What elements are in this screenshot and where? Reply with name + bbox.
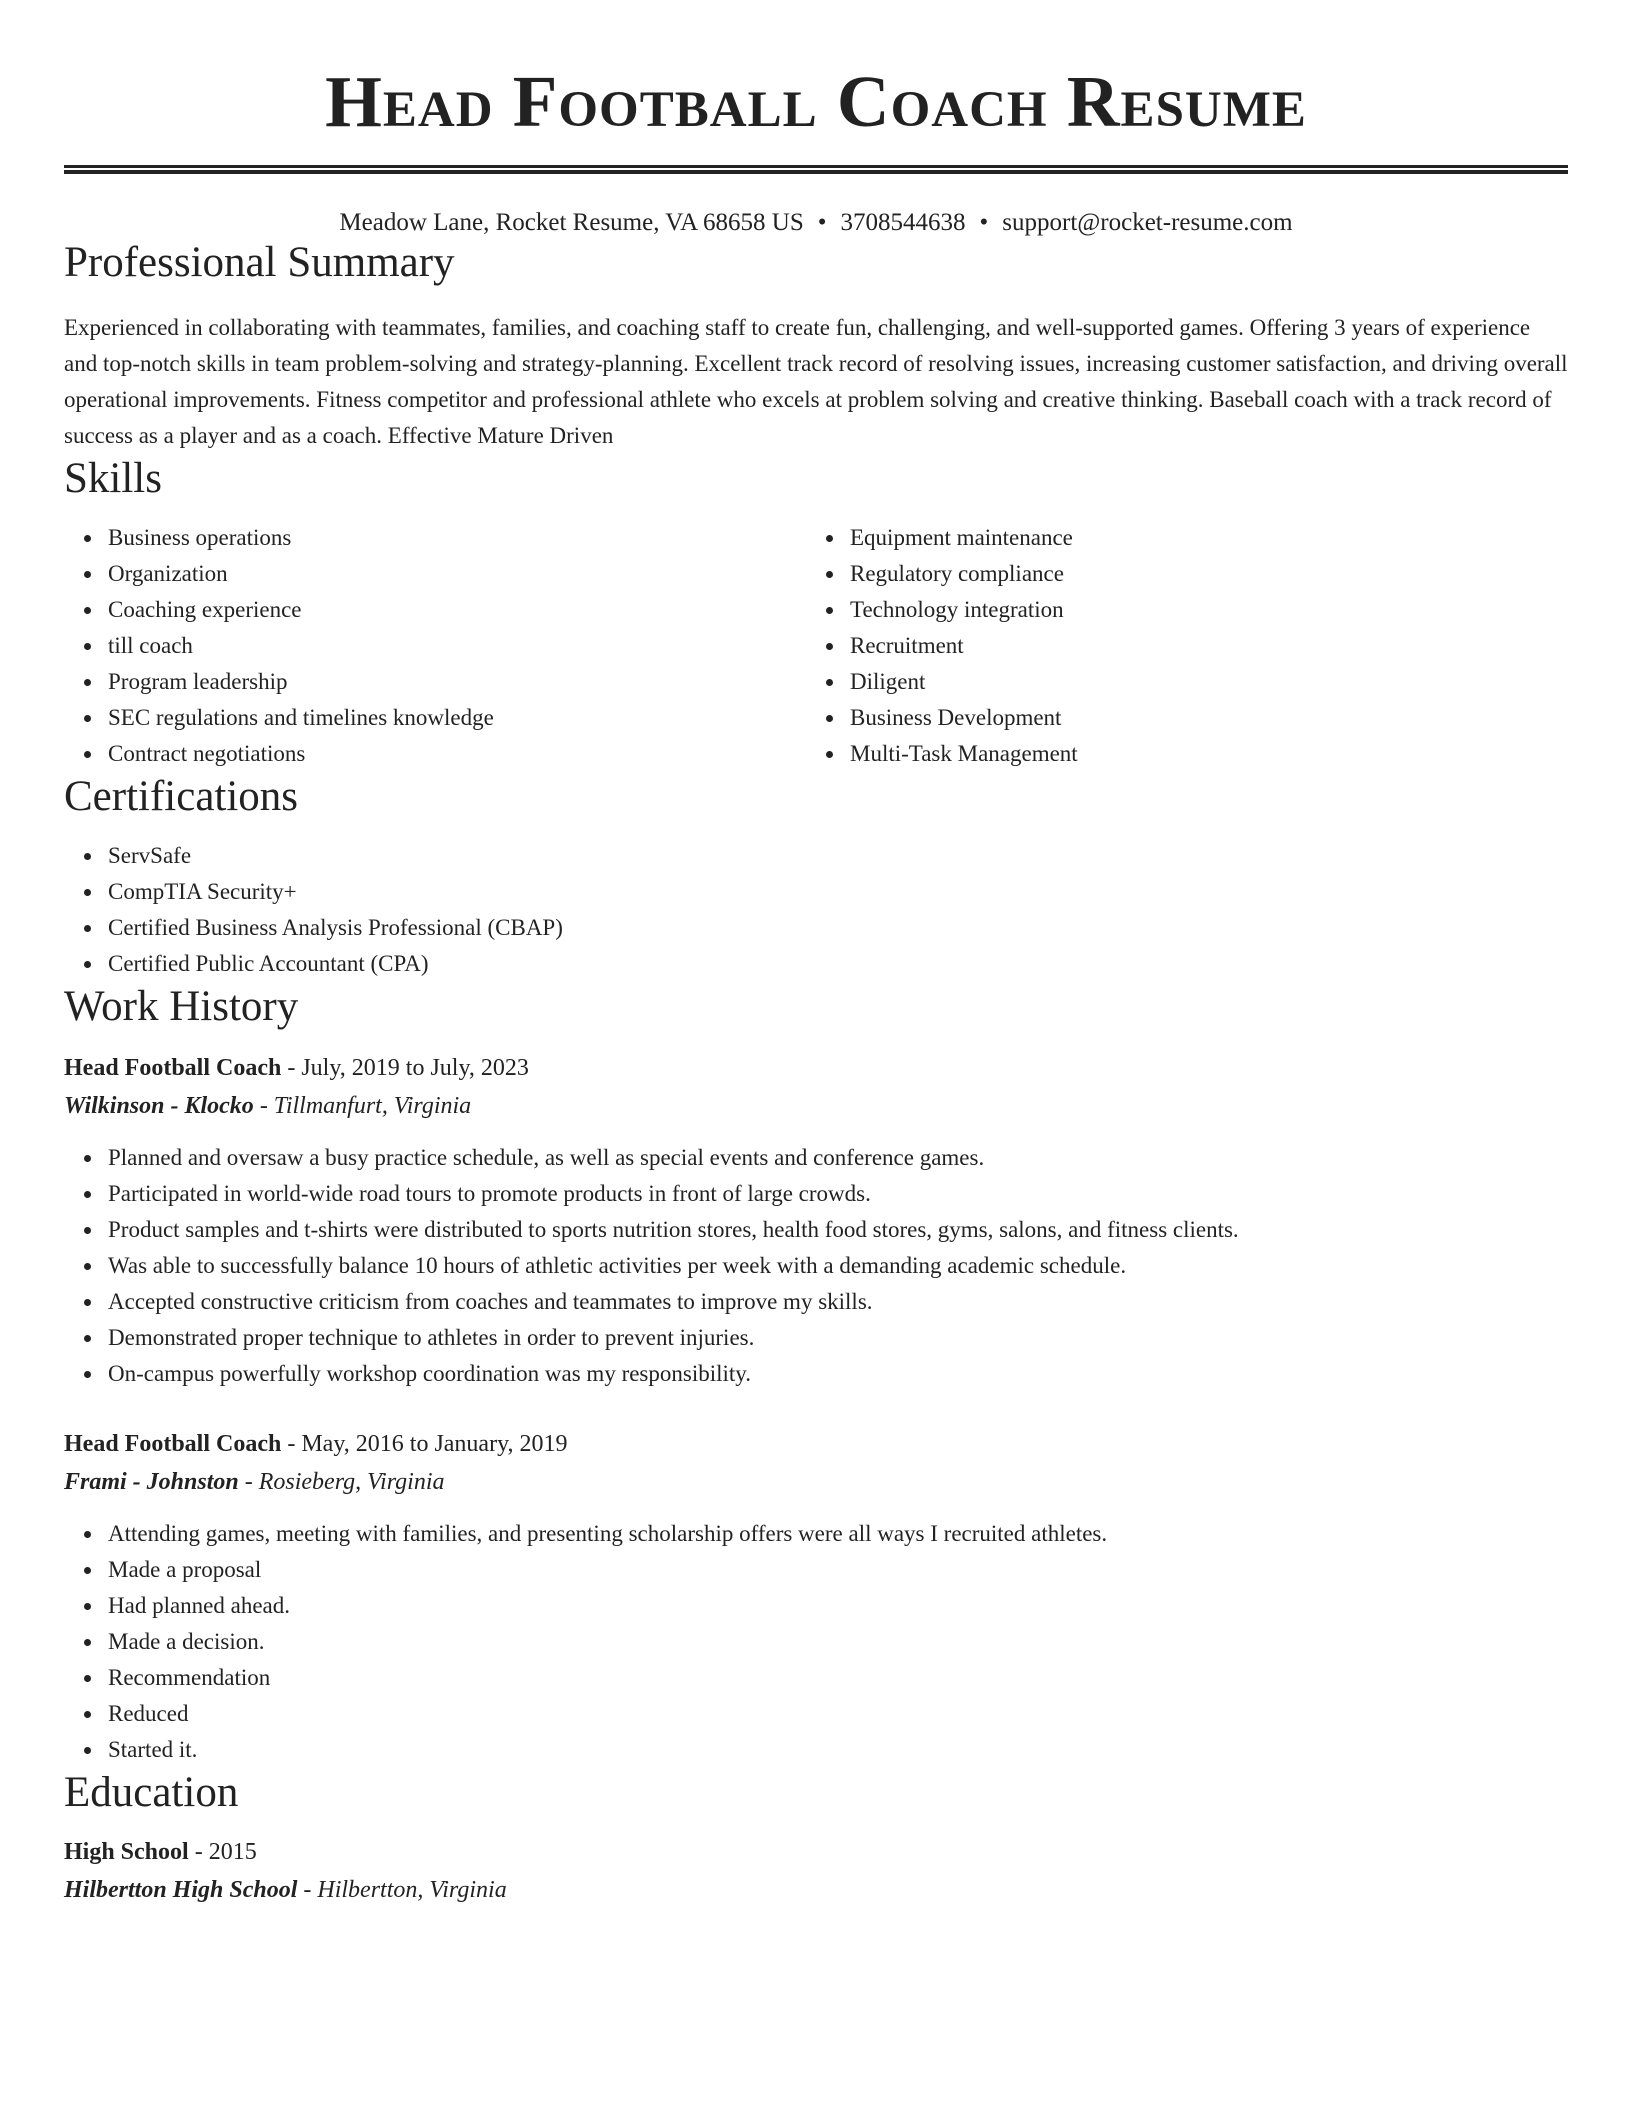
certification-item: Certified Business Analysis Professional (CBAP) [108,910,1568,946]
job-bullet: Planned and oversaw a busy practice schedule, as well as special events and conference games. [108,1140,1568,1176]
job-company-line [64,1086,1568,1126]
education-degree-line [64,1834,1568,1870]
certifications-list [64,838,1568,982]
summary-text: Experienced in collaborating with teammates, families, and coaching staff to create fun, challenging, and well-supported games. Offering 3 years of experience and top-notch skills in team problem-solving and strategy-planning. Excellent track record of resolving issues, increasing customer satisfaction, and driving overall operational improvements. Fitness competitor and professional athlete who excels at problem solving and creative thinking. Baseball coach with a track record of success as a player and as a coach. Effective Mature Driven [64,315,1568,448]
skill-item: Program leadership [108,664,806,700]
skill-item: Multi-Task Management [850,736,1548,772]
education-degree: High School [64,1839,189,1865]
contact-address: Meadow Lane, Rocket Resume, VA 68658 US [339,209,804,236]
contact-separator: • [979,209,989,236]
skill-item: Regulatory compliance [850,556,1548,592]
job-title: Head Football Coach [64,1055,282,1081]
job-entry [64,1426,1568,1768]
job-bullet: Attending games, meeting with families, and presenting scholarship offers were all ways I recruited athletes. [108,1516,1568,1552]
skill-item: Contract negotiations [108,736,806,772]
skills-heading: Skills [64,455,162,502]
job-bullet: Participated in world-wide road tours to promote products in front of large crowds. [108,1176,1568,1212]
job-location: - Rosieberg, Virginia [238,1469,445,1495]
job-bullet: Product samples and t-shirts were distributed to sports nutrition stores, health food stores, gyms, salons, and fitness clients. [108,1212,1568,1248]
skill-item: Coaching experience [108,592,806,628]
skills-list-right [806,520,1548,772]
job-bullet: Reduced [108,1696,1568,1732]
skills-columns [64,520,1568,772]
job-company: Frami - Johnston [64,1469,239,1495]
job-company: Wilkinson - Klocko [64,1093,254,1119]
job-entry [64,1050,1568,1392]
job-bullet: Made a decision. [108,1624,1568,1660]
skills-list-left [64,520,806,772]
job-dates: - May, 2016 to January, 2019 [281,1431,568,1457]
certifications-heading: Certifications [64,773,299,820]
title-divider [64,165,1568,174]
skill-item: till coach [108,628,806,664]
contact-email: support@rocket-resume.com [1002,209,1293,236]
education-location: - Hilbertton, Virginia [297,1877,507,1903]
job-dates: - July, 2019 to July, 2023 [281,1055,529,1081]
certification-item: CompTIA Security+ [108,874,1568,910]
skill-item: Technology integration [850,592,1548,628]
job-bullet-list [64,1140,1568,1392]
job-company-line [64,1462,1568,1502]
job-bullet: Was able to successfully balance 10 hours of athletic activities per week with a demanding academic schedule. [108,1248,1568,1284]
education-school: Hilbertton High School [64,1877,298,1903]
job-bullet: Recommendation [108,1660,1568,1696]
skill-item: Organization [108,556,806,592]
job-bullet-list [64,1516,1568,1768]
job-location: - Tillmanfurt, Virginia [253,1093,472,1119]
skill-item: Equipment maintenance [850,520,1548,556]
summary-heading: Professional Summary [64,239,455,286]
job-bullet: Accepted constructive criticism from coaches and teammates to improve my skills. [108,1284,1568,1320]
skill-item: SEC regulations and timelines knowledge [108,700,806,736]
job-bullet: Demonstrated proper technique to athletes in order to prevent injuries. [108,1320,1568,1356]
skill-item: Business operations [108,520,806,556]
education-heading: Education [64,1769,239,1816]
contact-separator: • [817,209,827,236]
certification-item: ServSafe [108,838,1568,874]
resume-title: Head Football Coach Resume [325,61,1307,142]
job-bullet: Started it. [108,1732,1568,1768]
education-entry [64,1834,1568,1910]
job-bullet: Made a proposal [108,1552,1568,1588]
education-school-line [64,1870,1568,1910]
skill-item: Diligent [850,664,1548,700]
work-history-heading: Work History [64,983,299,1030]
job-title: Head Football Coach [64,1431,282,1457]
skill-item: Recruitment [850,628,1548,664]
job-bullet: On-campus powerfully workshop coordination was my responsibility. [108,1356,1568,1392]
skill-item: Business Development [850,700,1548,736]
job-title-line [64,1050,1568,1086]
job-bullet: Had planned ahead. [108,1588,1568,1624]
contact-line [64,208,1568,238]
certification-item: Certified Public Accountant (CPA) [108,946,1568,982]
education-year: - 2015 [188,1839,257,1865]
job-title-line [64,1426,1568,1462]
contact-phone: 3708544638 [840,209,966,236]
